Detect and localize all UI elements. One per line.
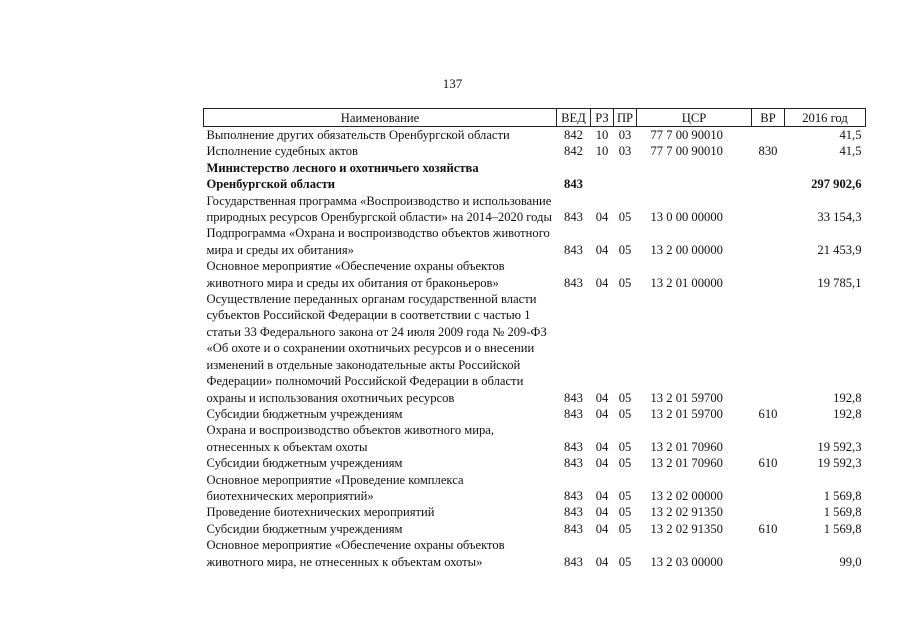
cell-vr — [752, 160, 785, 193]
cell-pr: 05 — [618, 275, 632, 290]
table-row — [204, 504, 866, 520]
table-row — [204, 225, 866, 258]
cell-amount: 41,5 — [839, 144, 862, 159]
cell-vr — [752, 193, 785, 226]
table-row — [204, 258, 866, 291]
table-row — [204, 521, 866, 537]
cell-amount: 192,8 — [833, 390, 862, 405]
cell-csr: 13 2 02 91350 — [650, 521, 723, 536]
table-row — [204, 193, 866, 226]
table-row — [204, 455, 866, 471]
cell-csr: 13 2 01 70960 — [650, 439, 723, 454]
cell-pr: 05 — [618, 242, 632, 257]
cell-name: Исполнение судебных актов — [206, 144, 358, 159]
cell-amount: 33 154,3 — [817, 210, 862, 225]
cell-amount: 1 569,8 — [823, 505, 862, 520]
cell-name: Осуществление переданных органам государственной власти субъектов Российской Федерации в соответствии с частью 1 статьи 33 Федерального закона от 24 июля 2009 года № 209-ФЗ «Об охоте и о сохранении охотничьих ресурсов и о внесении изменений в отдельные законодательные акты Российской Федерации» полномочий Российской Федерации в области охраны и использования охотничьих ресурсов — [206, 292, 547, 405]
cell-rz: 04 — [595, 554, 609, 569]
cell-amount: 19 592,3 — [817, 439, 862, 454]
cell-rz: 04 — [595, 210, 609, 225]
cell-name: Подпрограмма «Охрана и воспроизводство объектов животного мира и среды их обитания» — [206, 226, 550, 257]
cell-amount: 192,8 — [833, 406, 862, 421]
cell-name: Субсидии бюджетным учреждениям — [206, 456, 403, 471]
cell-vr — [752, 127, 785, 144]
cell-ved: 843 — [564, 521, 583, 536]
table-body — [204, 127, 866, 570]
cell-name: Субсидии бюджетным учреждениям — [206, 521, 403, 536]
cell-vr — [752, 504, 785, 520]
cell-vr: 610 — [758, 521, 778, 536]
cell-ved: 843 — [564, 390, 583, 405]
cell-vr: 610 — [758, 406, 778, 421]
header-year: 2016 год — [785, 109, 866, 127]
cell-ved: 843 — [564, 275, 583, 290]
table-row — [204, 127, 866, 144]
cell-rz: 04 — [595, 242, 609, 257]
cell-csr: 13 0 00 00000 — [650, 210, 723, 225]
cell-ved: 843 — [564, 554, 583, 569]
cell-rz: 04 — [595, 406, 609, 421]
header-pr: ПР — [614, 109, 637, 127]
cell-name: Субсидии бюджетным учреждениям — [206, 406, 403, 421]
cell-csr: 13 2 01 00000 — [650, 275, 723, 290]
cell-csr: 77 7 00 90010 — [650, 144, 723, 159]
cell-amount: 21 453,9 — [817, 242, 862, 257]
cell-rz: 04 — [595, 521, 609, 536]
cell-ved: 843 — [564, 177, 583, 192]
cell-vr — [752, 422, 785, 455]
cell-amount: 19 592,3 — [817, 456, 862, 471]
cell-ved: 842 — [564, 128, 583, 142]
header-rz: РЗ — [591, 109, 614, 127]
cell-pr: 05 — [618, 390, 632, 405]
cell-rz: 04 — [595, 505, 609, 520]
cell-vr — [752, 537, 785, 570]
table-row — [204, 406, 866, 422]
cell-name: Государственная программа «Воспроизводство и использование природных ресурсов Оренбургской области» на 2014–2020 годы — [206, 193, 552, 225]
cell-pr: 05 — [618, 210, 632, 225]
cell-ved: 843 — [564, 505, 583, 520]
table-row — [204, 160, 866, 193]
cell-ved: 843 — [564, 456, 583, 471]
cell-amount: 1 569,8 — [823, 521, 862, 536]
cell-pr: 05 — [618, 439, 632, 454]
table-row — [204, 537, 866, 570]
cell-ved: 843 — [564, 242, 583, 257]
cell-rz: 04 — [595, 456, 609, 471]
cell-name: Министерство лесного и охотничьего хозяйства Оренбургской области — [206, 160, 479, 192]
cell-ved: 843 — [564, 488, 583, 503]
cell-pr: 05 — [618, 456, 632, 471]
cell-ved: 842 — [564, 144, 583, 159]
cell-ved: 843 — [564, 439, 583, 454]
table-header-row — [204, 109, 866, 127]
cell-vr: 610 — [758, 456, 778, 471]
cell-rz: 10 — [595, 128, 609, 142]
header-name: Наименование — [204, 109, 557, 127]
cell-pr: 05 — [618, 406, 632, 421]
cell-csr: 13 2 01 59700 — [650, 406, 723, 421]
cell-csr: 13 2 01 70960 — [650, 456, 723, 471]
cell-rz: 04 — [595, 488, 609, 503]
cell-csr: 13 2 01 59700 — [650, 390, 723, 405]
cell-pr: 05 — [618, 488, 632, 503]
cell-vr — [752, 472, 785, 505]
cell-amount: 1 569,8 — [823, 488, 862, 503]
cell-rz: 04 — [595, 439, 609, 454]
cell-csr: 13 2 00 00000 — [650, 242, 723, 257]
cell-vr — [752, 291, 785, 406]
cell-ved: 843 — [564, 210, 583, 225]
cell-ved: 843 — [564, 406, 583, 421]
cell-pr: 03 — [618, 128, 632, 142]
cell-csr: 13 2 02 91350 — [650, 505, 723, 520]
cell-csr: 13 2 03 00000 — [650, 554, 723, 569]
cell-vr: 830 — [758, 144, 778, 159]
cell-name: Охрана и воспроизводство объектов животного мира, отнесенных к объектам охоты — [206, 423, 495, 454]
cell-amount: 297 902,6 — [811, 177, 862, 192]
cell-name: Основное мероприятие «Обеспечение охраны объектов животного мира, не отнесенных к объектам охоты» — [206, 538, 505, 569]
table-row — [204, 291, 866, 406]
cell-csr — [637, 160, 752, 193]
cell-rz: 10 — [595, 144, 609, 159]
table-row — [204, 472, 866, 505]
cell-name: Выполнение других обязательств Оренбургской области — [206, 128, 510, 142]
cell-name: Проведение биотехнических мероприятий — [206, 505, 435, 520]
table-row — [204, 422, 866, 455]
cell-name: Основное мероприятие «Обеспечение охраны объектов животного мира и среды их обитания от браконьеров» — [206, 259, 505, 290]
cell-pr: 05 — [618, 505, 632, 520]
cell-amount: 99,0 — [839, 554, 862, 569]
cell-pr: 05 — [618, 521, 632, 536]
page-number: 137 — [442, 76, 463, 91]
budget-table — [203, 108, 866, 570]
header-csr: ЦСР — [637, 109, 752, 127]
cell-pr: 05 — [618, 554, 632, 569]
cell-name: Основное мероприятие «Проведение комплекса биотехнических мероприятий» — [206, 472, 464, 503]
cell-rz — [591, 160, 614, 193]
cell-rz: 04 — [595, 275, 609, 290]
cell-amount: 41,5 — [839, 128, 862, 142]
cell-pr — [614, 160, 637, 193]
cell-csr: 77 7 00 90010 — [650, 128, 723, 142]
cell-vr — [752, 225, 785, 258]
cell-vr — [752, 258, 785, 291]
header-vr: ВР — [752, 109, 785, 127]
cell-amount: 19 785,1 — [817, 275, 862, 290]
cell-pr: 03 — [618, 144, 632, 159]
cell-rz: 04 — [595, 390, 609, 405]
header-ved: ВЕД — [557, 109, 591, 127]
table-row — [204, 143, 866, 159]
cell-csr: 13 2 02 00000 — [650, 488, 723, 503]
